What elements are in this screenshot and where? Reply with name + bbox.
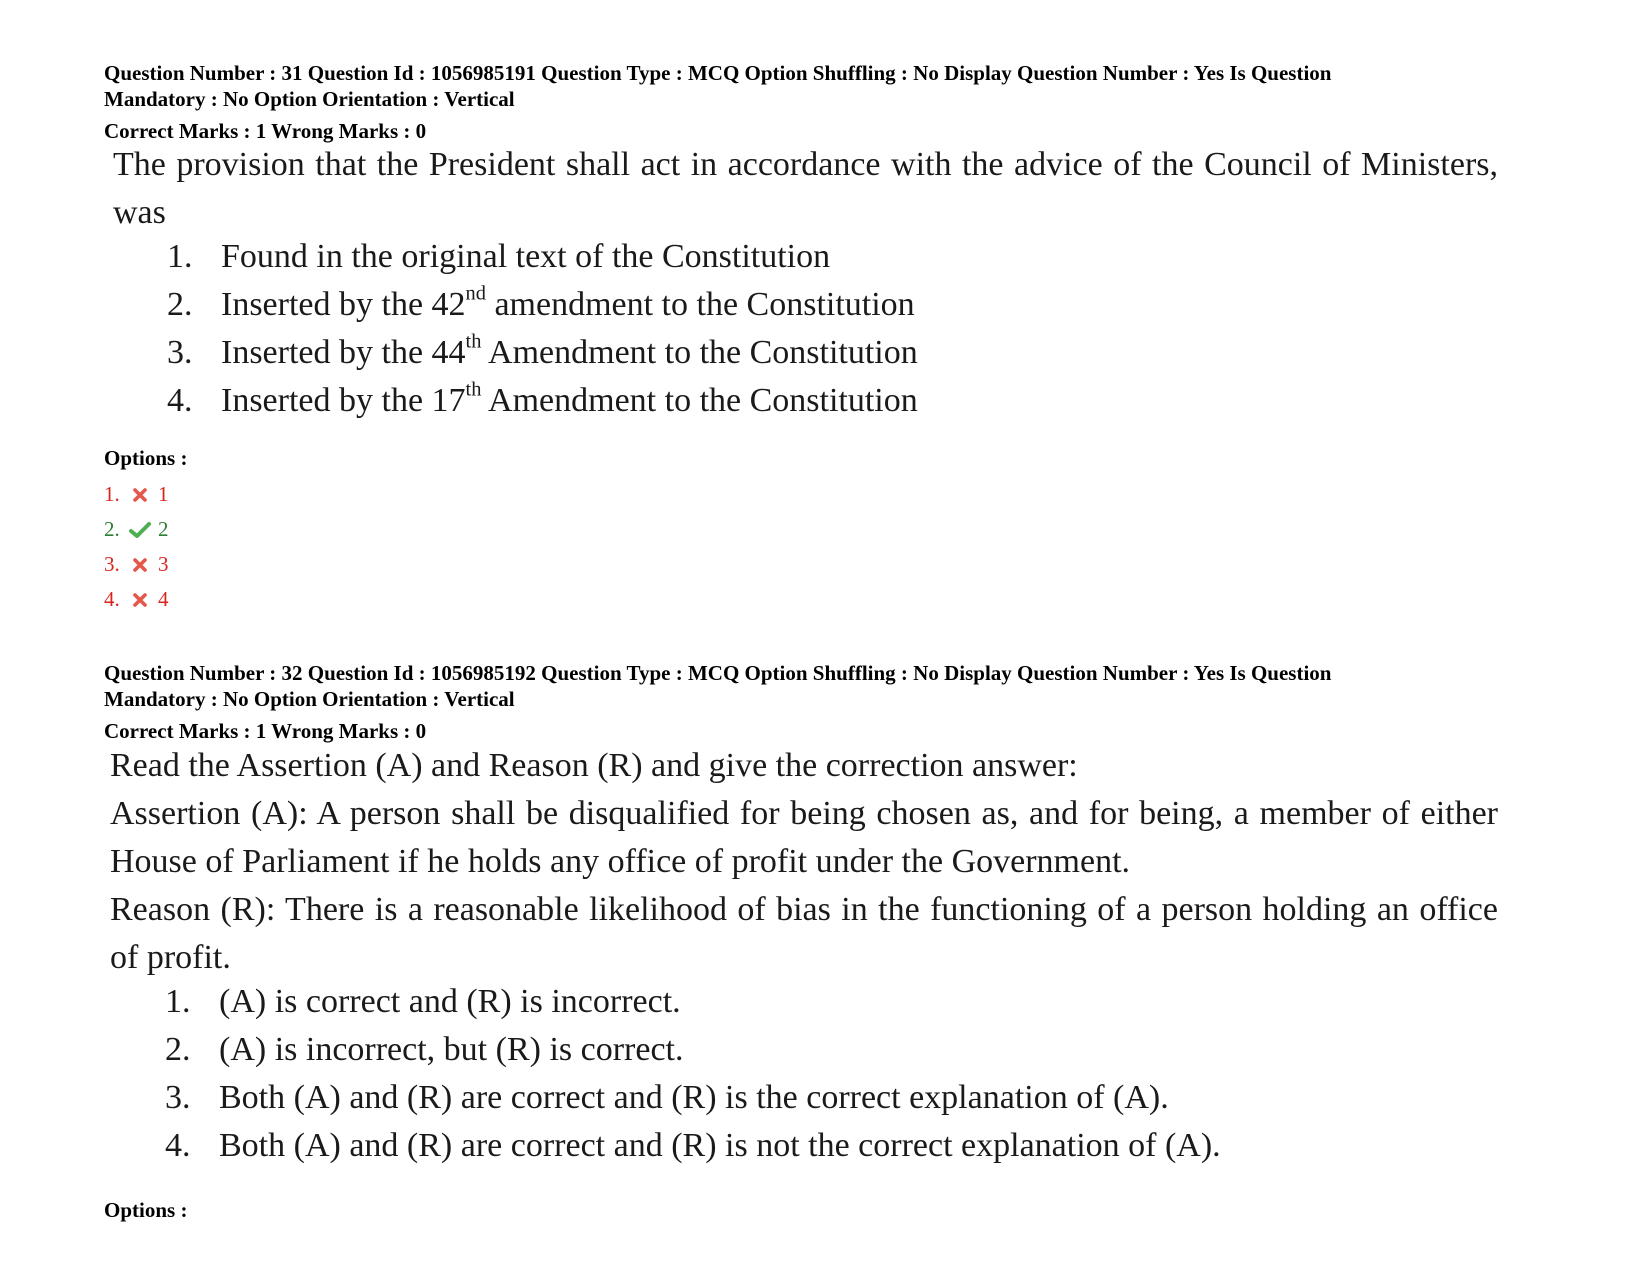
option-item bbox=[104, 477, 1504, 512]
choice-item bbox=[167, 329, 1267, 377]
option-value: 4 bbox=[158, 587, 169, 611]
choice-number: 2. bbox=[165, 1031, 191, 1068]
assertion-text: Assertion (A): A person shall be disqualified for being chosen as, and for being, a member of either House of Parliament if he holds any office of profit under the Government. bbox=[110, 795, 1498, 880]
choice-number: 2. bbox=[167, 286, 193, 323]
cross-icon bbox=[128, 592, 152, 608]
choice-number: 4. bbox=[167, 382, 193, 419]
choice-number: 3. bbox=[165, 1079, 191, 1116]
question-meta-line: Mandatory : No Option Orientation : Vertical bbox=[104, 687, 515, 711]
question-marks: Correct Marks : 1 Wrong Marks : 0 bbox=[104, 119, 427, 143]
question-stem bbox=[113, 141, 1498, 237]
choice-item bbox=[167, 233, 1267, 281]
choice-text: Both (A) and (R) are correct and (R) is not the correct explanation of (A). bbox=[219, 1127, 1221, 1164]
choice-number: 3. bbox=[167, 334, 193, 371]
question-meta bbox=[104, 60, 1504, 112]
check-icon bbox=[128, 521, 152, 539]
option-item bbox=[104, 512, 1504, 547]
question-meta-line: Question Number : 32 Question Id : 1056985192 Question Type : MCQ Option Shuffling : No Display Question Number : Yes Is Question bbox=[104, 661, 1332, 685]
option-number: 1. bbox=[104, 482, 120, 506]
option-value: 2 bbox=[158, 517, 169, 541]
question-meta bbox=[104, 660, 1504, 712]
option-number: 3. bbox=[104, 552, 120, 576]
question-stem bbox=[110, 742, 1498, 982]
question-stem-text: The provision that the President shall act in accordance with the advice of the Council of Ministers, was bbox=[113, 146, 1498, 231]
cross-icon bbox=[128, 487, 152, 503]
options-section bbox=[104, 1197, 1504, 1223]
question-marks: Correct Marks : 1 Wrong Marks : 0 bbox=[104, 719, 427, 743]
question-meta-line: Question Number : 31 Question Id : 1056985191 Question Type : MCQ Option Shuffling : No Display Question Number : Yes Is Question bbox=[104, 61, 1332, 85]
option-number: 2. bbox=[104, 517, 120, 541]
options-label: Options : bbox=[104, 446, 188, 470]
question-31 bbox=[104, 60, 1504, 144]
options-label: Options : bbox=[104, 1198, 188, 1222]
question-meta-line: Mandatory : No Option Orientation : Vertical bbox=[104, 87, 515, 111]
reason-text: Reason (R): There is a reasonable likelihood of bias in the functioning of a person holding an office of profit. bbox=[110, 891, 1498, 976]
question-stem-text: Read the Assertion (A) and Reason (R) and give the correction answer: bbox=[110, 747, 1078, 784]
choice-text: Inserted by the 17th Amendment to the Constitution bbox=[221, 378, 918, 419]
choice-item bbox=[165, 978, 1365, 1026]
options-list bbox=[104, 477, 1504, 617]
choice-item bbox=[165, 1122, 1365, 1170]
choice-text: Both (A) and (R) are correct and (R) is the correct explanation of (A). bbox=[219, 1079, 1169, 1116]
choice-number: 1. bbox=[167, 238, 193, 275]
choice-item bbox=[165, 1074, 1365, 1122]
option-number: 4. bbox=[104, 587, 120, 611]
options-section bbox=[104, 445, 1504, 617]
choice-list bbox=[167, 233, 1267, 425]
choice-list bbox=[165, 978, 1365, 1170]
choice-text: Found in the original text of the Constitution bbox=[221, 238, 831, 275]
choice-text: Inserted by the 42nd amendment to the Constitution bbox=[221, 282, 915, 323]
choice-text: (A) is incorrect, but (R) is correct. bbox=[219, 1031, 684, 1068]
option-value: 3 bbox=[158, 552, 169, 576]
choice-number: 1. bbox=[165, 983, 191, 1020]
choice-number: 4. bbox=[165, 1127, 191, 1164]
choice-item bbox=[167, 377, 1267, 425]
cross-icon bbox=[128, 557, 152, 573]
option-item bbox=[104, 582, 1504, 617]
choice-item bbox=[165, 1026, 1365, 1074]
question-32 bbox=[104, 660, 1504, 744]
choice-item bbox=[167, 281, 1267, 329]
option-value: 1 bbox=[158, 482, 169, 506]
choice-text: Inserted by the 44th Amendment to the Constitution bbox=[221, 330, 918, 371]
choice-text: (A) is correct and (R) is incorrect. bbox=[219, 983, 681, 1020]
option-item bbox=[104, 547, 1504, 582]
